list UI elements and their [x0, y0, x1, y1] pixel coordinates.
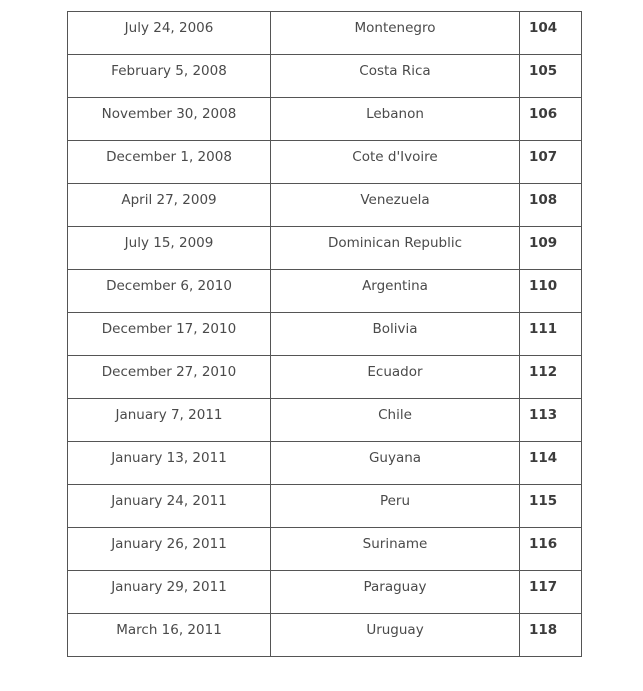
number-text: 118 [529, 622, 558, 638]
date-text: November 30, 2008 [101, 106, 237, 122]
country-cell [271, 270, 520, 313]
date-cell [68, 141, 271, 184]
date-text: January 7, 2011 [115, 407, 223, 423]
country-text: Dominican Republic [327, 235, 463, 251]
date-cell [68, 614, 271, 657]
date-text: April 27, 2009 [121, 192, 217, 208]
date-text: December 17, 2010 [101, 321, 237, 337]
country-cell [271, 184, 520, 227]
country-cell [271, 528, 520, 571]
table-row [68, 98, 582, 141]
number-text: 117 [529, 579, 558, 595]
country-text: Venezuela [360, 192, 430, 208]
date-text: July 15, 2009 [124, 235, 214, 251]
number-text: 105 [529, 63, 558, 79]
date-text: January 13, 2011 [111, 450, 227, 466]
recognition-table [67, 11, 582, 657]
country-text: Peru [379, 493, 411, 509]
recognition-table-container [67, 11, 580, 657]
number-cell [520, 141, 582, 184]
date-cell [68, 55, 271, 98]
number-cell [520, 313, 582, 356]
table-row [68, 184, 582, 227]
country-text: Guyana [368, 450, 422, 466]
date-cell [68, 399, 271, 442]
country-cell [271, 485, 520, 528]
country-text: Ecuador [367, 364, 423, 380]
number-cell [520, 98, 582, 141]
date-text: July 24, 2006 [124, 20, 214, 36]
date-cell [68, 442, 271, 485]
number-text: 114 [529, 450, 558, 466]
number-cell [520, 12, 582, 55]
number-text: 109 [529, 235, 558, 251]
number-cell [520, 485, 582, 528]
number-cell [520, 270, 582, 313]
country-cell [271, 442, 520, 485]
country-text: Suriname [362, 536, 428, 552]
number-cell [520, 356, 582, 399]
date-cell [68, 485, 271, 528]
date-cell [68, 356, 271, 399]
number-text: 112 [529, 364, 558, 380]
number-text: 106 [529, 106, 558, 122]
date-text: March 16, 2011 [116, 622, 222, 638]
number-text: 107 [529, 149, 558, 165]
date-text: January 29, 2011 [111, 579, 227, 595]
table-row [68, 485, 582, 528]
date-text: January 26, 2011 [111, 536, 227, 552]
country-cell [271, 571, 520, 614]
date-cell [68, 270, 271, 313]
date-cell [68, 313, 271, 356]
table-row [68, 442, 582, 485]
country-text: Paraguay [363, 579, 427, 595]
number-text: 110 [529, 278, 558, 294]
date-cell [68, 571, 271, 614]
table-row [68, 227, 582, 270]
number-cell [520, 528, 582, 571]
date-cell [68, 98, 271, 141]
date-text: December 27, 2010 [101, 364, 237, 380]
table-row [68, 571, 582, 614]
country-text: Chile [378, 407, 412, 423]
country-text: Montenegro [354, 20, 436, 36]
country-text: Cote d'Ivoire [352, 149, 438, 165]
date-text: February 5, 2008 [111, 63, 227, 79]
table-body [68, 12, 582, 657]
table-row [68, 12, 582, 55]
country-cell [271, 614, 520, 657]
table-row [68, 270, 582, 313]
number-cell [520, 571, 582, 614]
country-cell [271, 399, 520, 442]
country-cell [271, 227, 520, 270]
number-text: 113 [529, 407, 558, 423]
table-row [68, 528, 582, 571]
number-cell [520, 399, 582, 442]
number-text: 116 [529, 536, 558, 552]
date-text: January 24, 2011 [111, 493, 227, 509]
number-cell [520, 55, 582, 98]
number-cell [520, 227, 582, 270]
number-cell [520, 184, 582, 227]
country-text: Bolivia [372, 321, 418, 337]
number-text: 104 [529, 20, 558, 36]
table-row [68, 313, 582, 356]
country-text: Lebanon [366, 106, 424, 122]
number-cell [520, 442, 582, 485]
country-text: Uruguay [366, 622, 424, 638]
country-cell [271, 141, 520, 184]
country-text: Argentina [362, 278, 428, 294]
number-cell [520, 614, 582, 657]
date-cell [68, 12, 271, 55]
table-row [68, 614, 582, 657]
table-row [68, 141, 582, 184]
country-cell [271, 12, 520, 55]
table-row [68, 55, 582, 98]
country-cell [271, 98, 520, 141]
number-text: 111 [529, 321, 558, 337]
number-text: 108 [529, 192, 558, 208]
number-text: 115 [529, 493, 558, 509]
country-cell [271, 313, 520, 356]
table-row [68, 356, 582, 399]
country-cell [271, 55, 520, 98]
date-cell [68, 184, 271, 227]
date-cell [68, 227, 271, 270]
date-cell [68, 528, 271, 571]
country-cell [271, 356, 520, 399]
date-text: December 6, 2010 [106, 278, 232, 294]
date-text: December 1, 2008 [106, 149, 232, 165]
country-text: Costa Rica [359, 63, 431, 79]
table-row [68, 399, 582, 442]
